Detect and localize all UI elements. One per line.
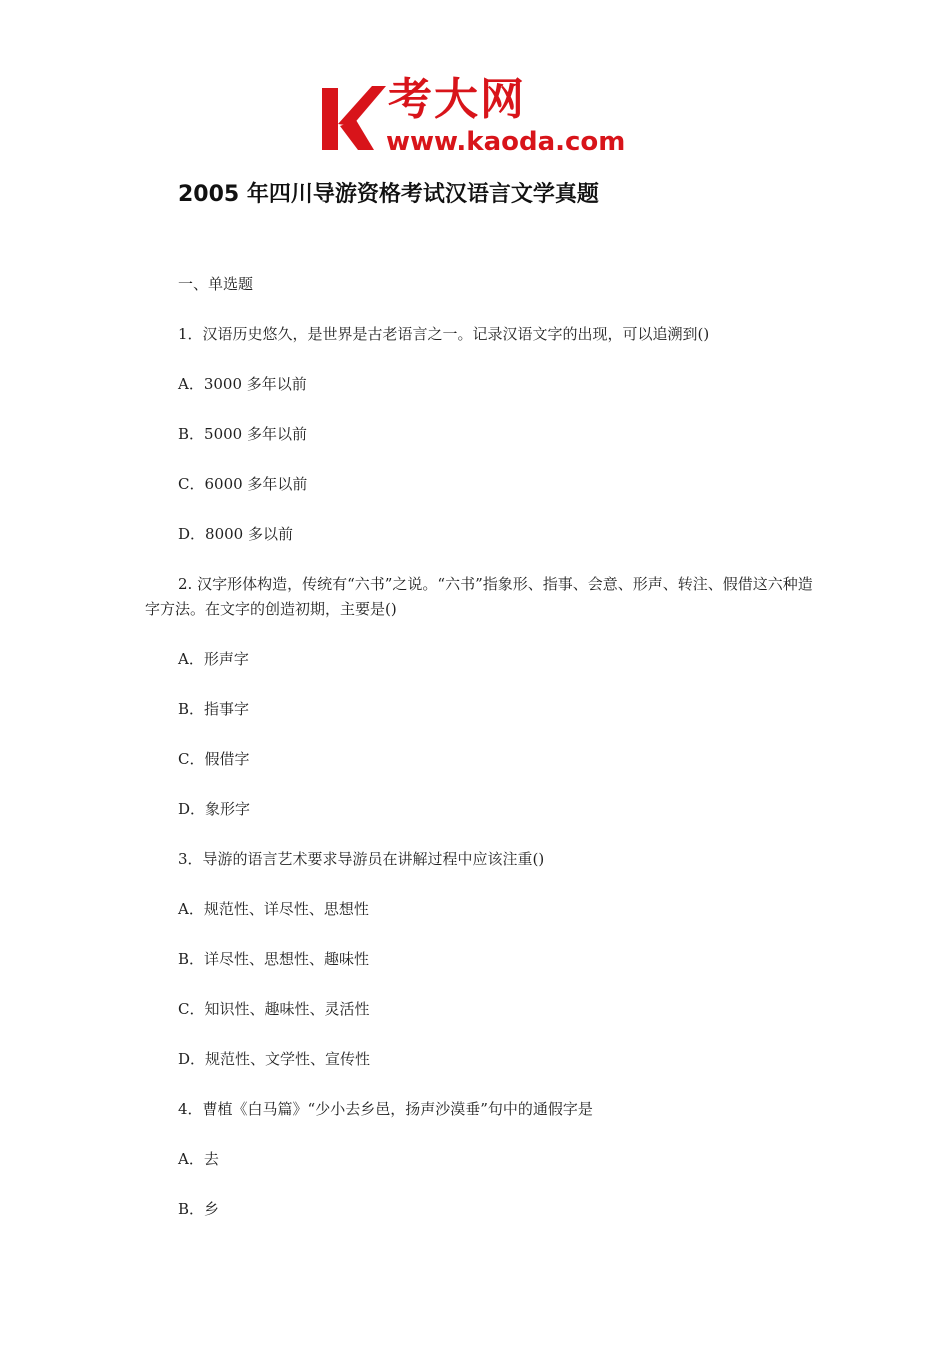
- question-option: A．去: [178, 1150, 219, 1168]
- question-option: C．假借字: [178, 750, 250, 768]
- question-option: B．详尽性、思想性、趣味性: [178, 950, 370, 968]
- document-title: 2005 年四川导游资格考试汉语言文学真题: [178, 182, 599, 207]
- logo-url-text: www.kaoda.com: [386, 127, 626, 157]
- question-option: B．5000 多年以前: [178, 425, 307, 443]
- question-option: D．象形字: [178, 800, 251, 818]
- question-stem: 1．汉语历史悠久，是世界是古老语言之一。记录汉语文字的出现，可以追溯到(): [178, 325, 710, 343]
- k-logo-mark-icon: [316, 80, 386, 156]
- question-option: D．规范性、文学性、宣传性: [178, 1050, 371, 1068]
- question-option: A．3000 多年以前: [178, 375, 307, 393]
- question-option: C．6000 多年以前: [178, 475, 308, 493]
- kaoda-logo: [316, 76, 640, 160]
- question-option: B．乡: [178, 1200, 220, 1218]
- question-option: A．形声字: [178, 650, 249, 668]
- question-stem: 4．曹植《白马篇》“少小去乡邑，扬声沙漠垂”句中的通假字是: [178, 1100, 593, 1118]
- question-stem: 2. 汉字形体构造，传统有“六书”之说。“六书”指象形、指事、会意、形声、转注、假借这六种造字方法。在文字的创造初期，主要是(): [145, 575, 813, 618]
- section-heading: 一、单选题: [178, 275, 254, 293]
- question-option: B．指事字: [178, 700, 250, 718]
- question-option: C．知识性、趣味性、灵活性: [178, 1000, 370, 1018]
- question-option: A．规范性、详尽性、思想性: [178, 900, 369, 918]
- logo-brand-text: 考大网: [388, 74, 526, 125]
- question-option: D．8000 多以前: [178, 525, 293, 543]
- question-stem: 3．导游的语言艺术要求导游员在讲解过程中应该注重(): [178, 850, 545, 868]
